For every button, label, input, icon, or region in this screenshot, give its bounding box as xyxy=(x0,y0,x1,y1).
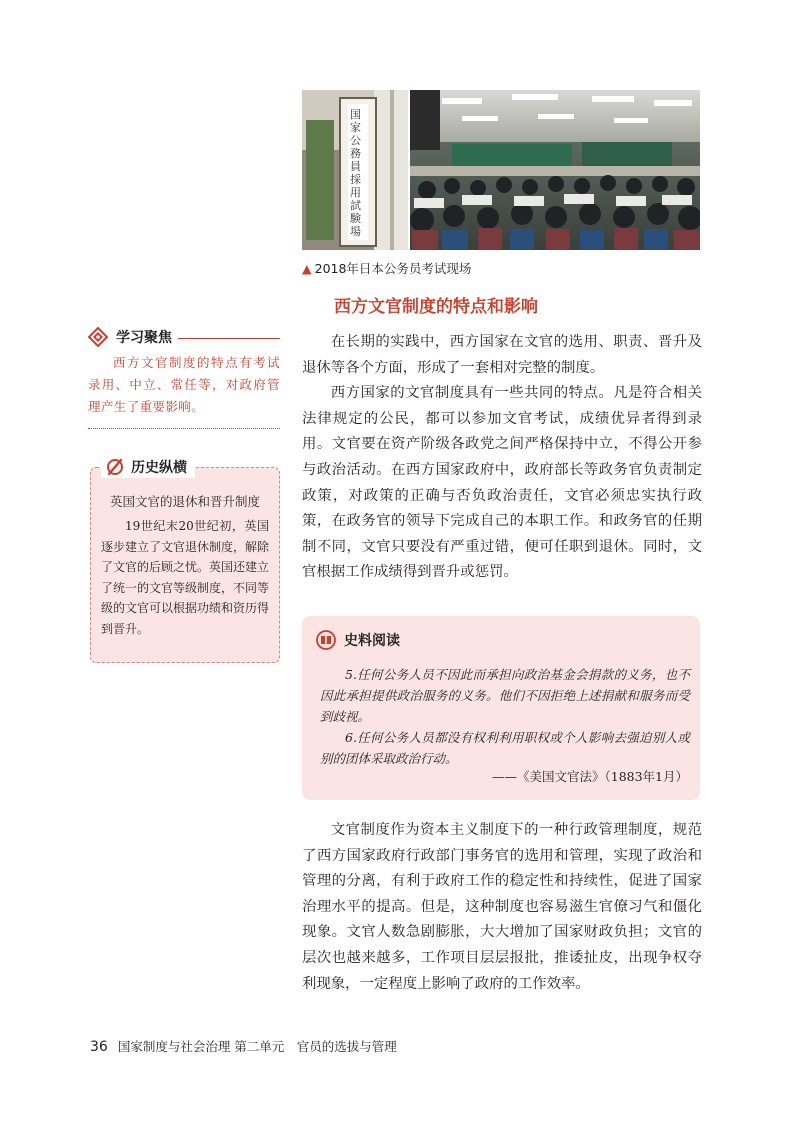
history-header xyxy=(101,456,195,478)
paragraph-1: 在长期的实践中，西方国家在文官的选用、职责、晋升及退休等各个方面，形成了一套相对完整的制度。 xyxy=(302,334,702,376)
book-icon xyxy=(316,630,336,650)
source-reading-box xyxy=(302,616,700,800)
diamond-focus-icon xyxy=(88,327,108,347)
history-panorama-box xyxy=(90,460,280,663)
history-text: 19世纪末20世纪初，英国逐步建立了文官退休制度，解除了文官的后顾之忧。英国还建立了统一的文官等级制度，不同等级的文官可以根据功绩和资历得到晋升。 xyxy=(101,519,270,636)
history-subtitle: 英国文官的退休和晋升制度 xyxy=(109,494,260,509)
paragraph-3: 文官制度作为资本主义制度下的一种行政管理制度，规范了西方国家政府行政部门事务官的选用和管理，实现了政治和管理的分离，有利于政府工作的稳定性和持续性，促进了国家治理水平的提高。但是，这种制度也容易滋生官僚习气和僵化现象。文官人数急剧膨胀，大大增加了国家财政负担；文官的层次也越来越多，工作项目层层报批，推诿扯皮，出现争权夺利现象，一定程度上影响了政府的工作效率。 xyxy=(302,822,702,992)
caption-triangle-icon: ▲ xyxy=(302,261,312,276)
history-title: 历史纵横 xyxy=(131,460,187,476)
source-citation: ——《美国文官法》（1883年1月） xyxy=(491,769,688,784)
photo-sign-text: 国家公務員採用試験場 xyxy=(350,108,361,238)
focus-text: 西方文官制度的特点有考试录用、中立、常任等，对政府管理产生了重要影响。 xyxy=(88,355,280,414)
main-text-lower xyxy=(302,818,702,997)
source-item-5: 5.任何公务人员不因此而承担向政治基金会捐款的义务，也不因此承担提供政治服务的义务。他们不因拒绝上述捐献和服务而受到歧视。 xyxy=(320,667,690,724)
source-title: 史料阅读 xyxy=(344,633,400,649)
caption-text: 2018年日本公务员考试现场 xyxy=(314,261,472,276)
source-quote xyxy=(320,664,690,769)
exam-hall-photo xyxy=(302,90,700,250)
focus-title: 学习聚焦 xyxy=(116,330,172,346)
main-text-upper xyxy=(302,330,702,586)
page-footer xyxy=(90,1037,397,1055)
compass-icon xyxy=(105,457,125,477)
learning-focus-box xyxy=(88,326,280,429)
focus-divider xyxy=(178,338,280,339)
section-title: 西方文官制度的特点和影响 xyxy=(334,297,538,317)
paragraph-2: 西方国家的文官制度具有一些共同的特点。凡是符合相关法律规定的公民，都可以参加文官考试，成绩优异者得到录用。文官要在资产阶级各政党之间严格保持中立，不得公开参与政治活动。在西方国家政府中，政府部长等政务官负责制定政策，对政策的正确与否负政治责任，文官必须忠实执行政策，在政务官的领导下完成自己的本职工作。和政务官的任期制不同，文官只要没有严重过错，便可任职到退休。同时，文官根据工作成绩得到晋升或惩罚。 xyxy=(302,385,702,581)
footer-text: 国家制度与社会治理 第二单元 官员的选拔与管理 xyxy=(117,1039,397,1054)
source-item-6: 6.任何公务人员都没有权利利用职权或个人影响去强迫别人或别的团体采取政治行动。 xyxy=(320,730,690,766)
page-number: 36 xyxy=(90,1039,108,1055)
photo-caption xyxy=(302,259,471,277)
focus-bottom-divider xyxy=(88,428,280,429)
source-header xyxy=(316,630,400,650)
